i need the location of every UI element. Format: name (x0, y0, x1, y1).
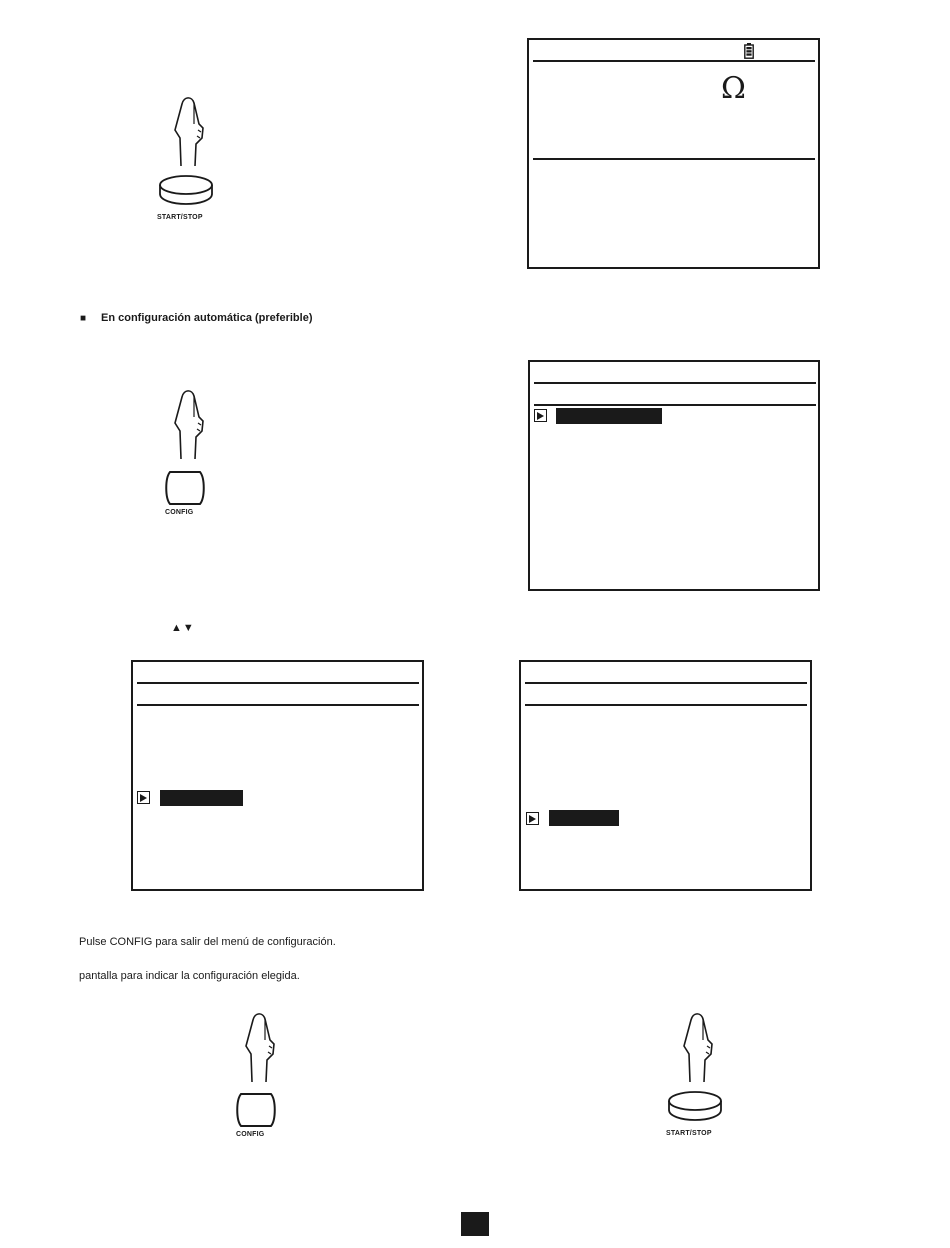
pointing-finger-icon (243, 1010, 279, 1084)
selection-arrow-icon (137, 791, 150, 804)
screen-divider (137, 704, 419, 706)
start-stop-label: START/STOP (666, 1130, 712, 1137)
screen-divider (533, 158, 815, 160)
start-stop-button-icon (667, 1090, 723, 1124)
config-label: CONFIG (236, 1131, 265, 1138)
selected-menu-item (160, 790, 243, 806)
selected-menu-item (556, 408, 662, 424)
battery-icon (744, 43, 754, 59)
screen-divider (533, 60, 815, 62)
page-number-block (461, 1212, 489, 1236)
section-bullet: ■ (80, 313, 87, 324)
device-screen-selection-b (519, 660, 812, 891)
start-stop-button-icon (158, 174, 214, 208)
pointing-finger-icon (172, 94, 208, 168)
selected-menu-item (549, 810, 619, 826)
config-button-icon (164, 470, 206, 506)
start-stop-label: START/STOP (157, 214, 203, 221)
selection-arrow-icon (534, 409, 547, 422)
screen-divider (534, 404, 816, 406)
screen-divider (137, 682, 419, 684)
ohm-unit: Ω (721, 71, 746, 106)
device-screen-measurement (527, 38, 820, 269)
screen-divider (525, 682, 807, 684)
pointing-finger-icon (172, 387, 208, 461)
device-screen-selection-a (131, 660, 424, 891)
device-screen-config-menu (528, 360, 820, 591)
section-heading: En configuración automática (preferible) (101, 312, 313, 324)
screen-divider (534, 382, 816, 384)
selection-arrow-icon (526, 812, 539, 825)
config-button-icon (235, 1092, 277, 1128)
config-label: CONFIG (165, 509, 194, 516)
instruction-line-2: pantalla para indicar la configuración elegida. (79, 970, 300, 982)
screen-divider (525, 704, 807, 706)
up-down-arrows-icon: ▲▼ (171, 622, 195, 634)
instruction-line-1: Pulse CONFIG para salir del menú de configuración. (79, 936, 336, 948)
pointing-finger-icon (681, 1010, 717, 1084)
